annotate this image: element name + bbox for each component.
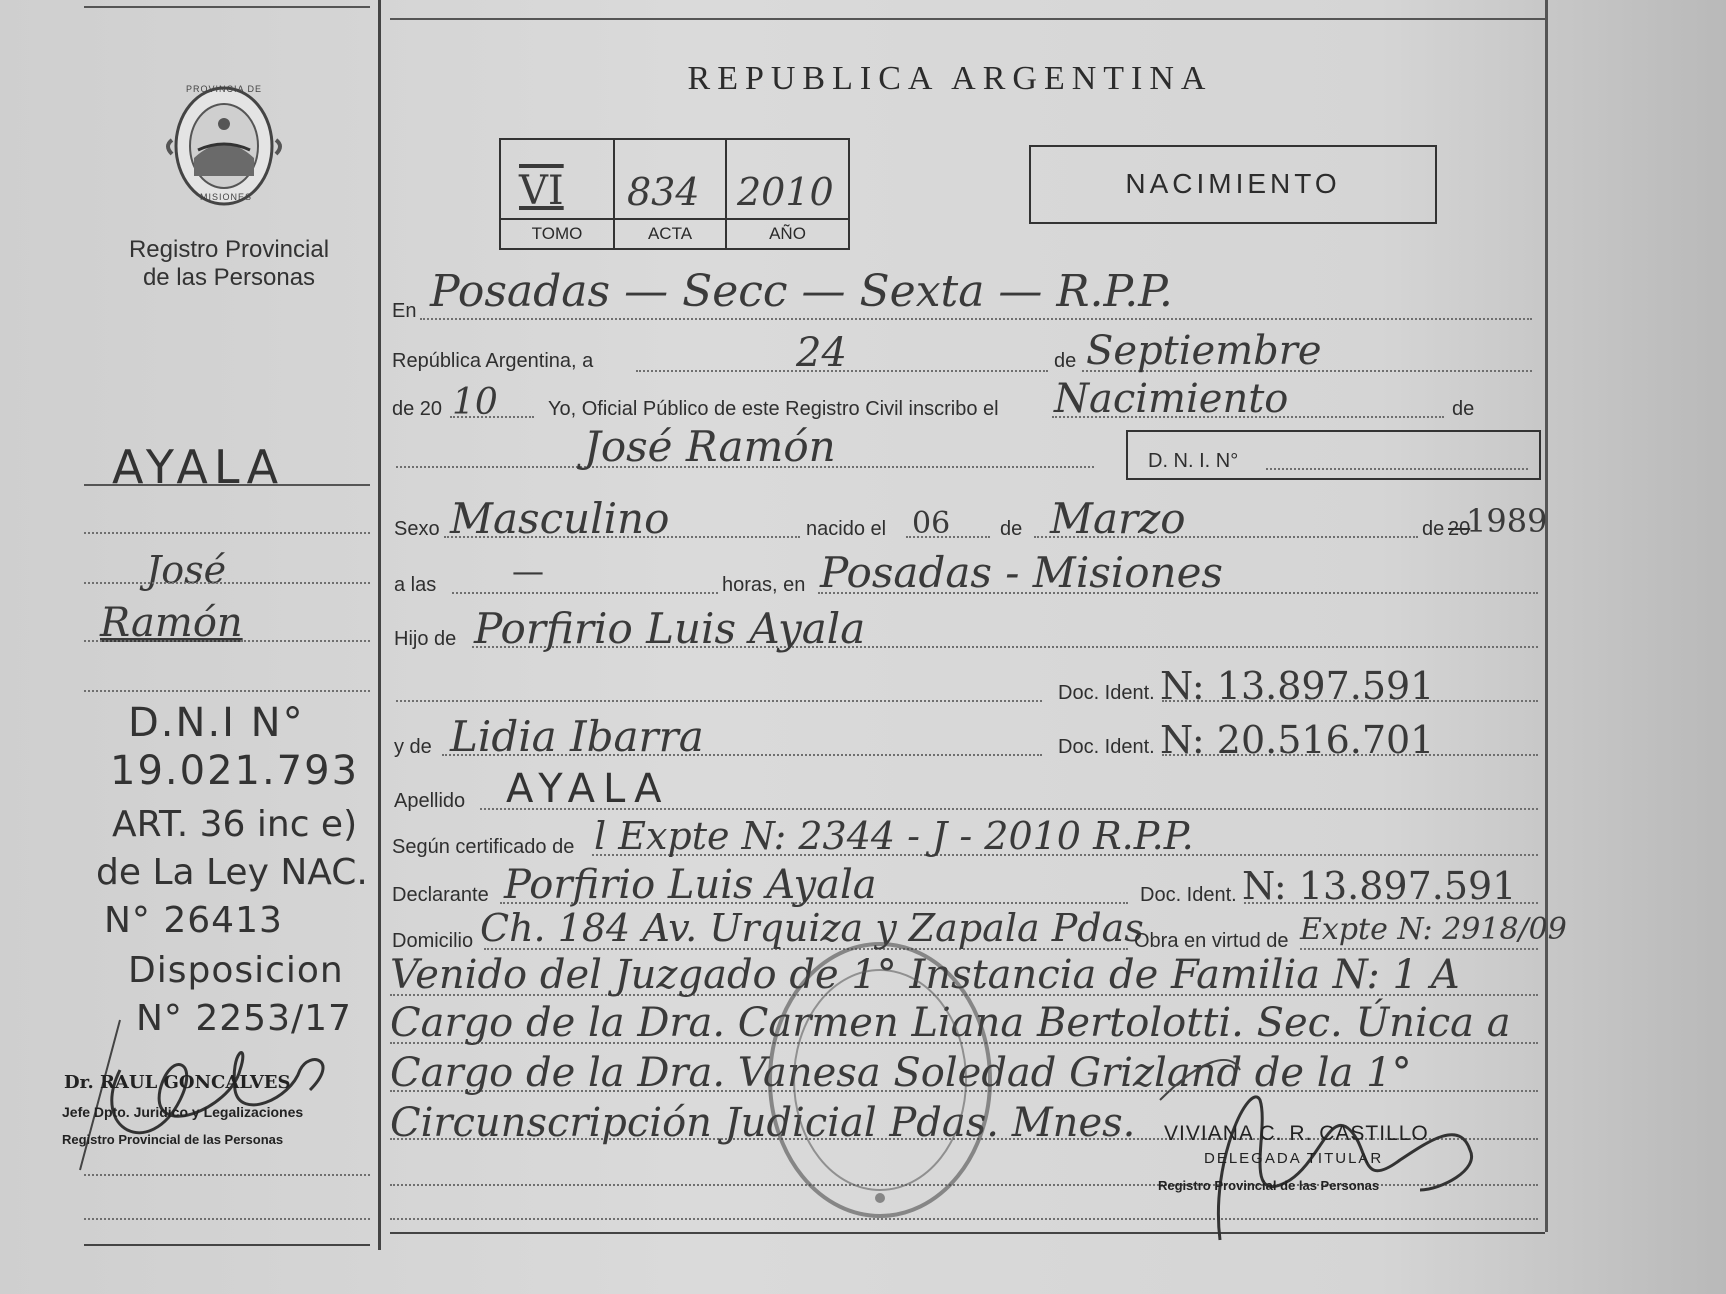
- certificate-value: l Expte N: 2344 - J - 2010 R.P.P.: [594, 814, 1194, 858]
- mother-value: Lidia Ibarra: [450, 712, 704, 761]
- de-label-3: de: [1000, 518, 1023, 540]
- right-border-line: [1545, 0, 1548, 1232]
- stub-note-line2: de La Ley NAC.: [96, 852, 368, 893]
- inscription-value: Nacimiento: [1054, 376, 1289, 422]
- inscribo-label: Yo, Oficial Público de este Registro Civil inscribo el: [548, 398, 999, 420]
- stub-dots: [84, 640, 370, 642]
- reference-box: [499, 138, 850, 250]
- stub-second-name: Ramón: [100, 600, 243, 646]
- stub-surname: AYALA: [112, 440, 285, 494]
- place-value: Posadas — Secc — Sexta — R.P.P.: [430, 266, 1173, 317]
- apellido-label: Apellido: [394, 790, 466, 812]
- obra-line: [1300, 948, 1538, 950]
- en-label: En: [392, 300, 417, 322]
- official-round-stamp: [760, 930, 1000, 1230]
- seal-bottom-text: MISIONES: [200, 192, 253, 202]
- hour-line: [452, 592, 718, 594]
- nacido-label: nacido el: [806, 518, 887, 540]
- delegate-org: Registro Provincial de las Personas: [1158, 1178, 1380, 1193]
- year-suffix-value: 10: [452, 382, 498, 423]
- stub-dots: [84, 582, 370, 584]
- acta-label: ACTA: [647, 224, 693, 243]
- registry-name-line2: de las Personas: [142, 264, 316, 291]
- father-doc-value: N: 13.897.591: [1160, 664, 1435, 708]
- stub-signature: [60, 1010, 380, 1180]
- bottom-rule-left: [84, 1244, 370, 1246]
- stub-note-line3: N° 26413: [104, 900, 283, 941]
- month-value: Septiembre: [1086, 328, 1322, 374]
- birth-month-value: Marzo: [1050, 494, 1186, 543]
- de-label-2: de: [1452, 398, 1475, 420]
- stub-dni-label: D.N.I N°: [128, 700, 305, 746]
- stub-dots: [84, 1218, 370, 1220]
- mother-doc-value: N: 20.516.701: [1160, 718, 1435, 762]
- stub-dots: [84, 690, 370, 692]
- stub-rule: [84, 484, 370, 486]
- father-doc-pre-line: [396, 700, 1042, 702]
- top-rule-right: [390, 18, 1545, 20]
- domicilio-label: Domicilio: [392, 930, 474, 952]
- surname-value: AYALA: [506, 766, 670, 812]
- stub-note-line1: ART. 36 inc e): [112, 804, 358, 845]
- birth-place-value: Posadas - Misiones: [820, 548, 1223, 597]
- note-line-3: Cargo de la Dra. Vanesa Soledad Grizland de la 1°: [390, 1050, 1412, 1096]
- birth-day-line: [906, 536, 990, 538]
- dni-box-label: D. N. I. N°: [1148, 450, 1239, 472]
- top-rule-left: [84, 6, 370, 8]
- stub-official-title: Jefe Dpto. Juridico y Legalizaciones: [62, 1104, 304, 1120]
- stub-official-name: Dr. RAUL GONCALVES: [64, 1072, 291, 1093]
- stub-note-line5: N° 2253/17: [136, 998, 352, 1039]
- anio-label: AÑO: [769, 224, 806, 243]
- birth-year-struck: 20: [1448, 518, 1471, 540]
- declarant-doc-value: N: 13.897.591: [1242, 864, 1517, 908]
- republica-label: República Argentina, a: [392, 350, 594, 372]
- anio-value: 2010: [737, 170, 834, 214]
- horas-en-label: horas, en: [722, 574, 806, 596]
- record-type-label: NACIMIENTO: [1125, 168, 1341, 199]
- a-las-label: a las: [394, 574, 437, 596]
- stub-dots: [84, 532, 370, 534]
- note-line-1: Venido del Juzgado de 1° Instancia de Familia N: 1 A: [390, 952, 1460, 998]
- y-de-label: y de: [394, 736, 432, 758]
- sex-value: Masculino: [450, 494, 670, 543]
- doc-ident-label-2: Doc. Ident.: [1058, 736, 1155, 758]
- sexo-label: Sexo: [394, 518, 440, 540]
- dni-box-line: [1266, 468, 1528, 470]
- given-names-value: José Ramón: [584, 422, 836, 471]
- doc-ident-label-3: Doc. Ident.: [1140, 884, 1237, 906]
- tomo-value: VI: [519, 168, 564, 214]
- seal-top-text: PROVINCIA DE: [186, 84, 263, 94]
- place-line: [420, 318, 1532, 320]
- year-prefix-label: de 20: [392, 398, 443, 420]
- tomo-label: TOMO: [531, 224, 583, 243]
- delegate-title: DELEGADA TITULAR: [1204, 1150, 1384, 1167]
- note-line-2: Cargo de la Dra. Carmen Liana Bertolotti. Sec. Única a: [390, 1000, 1511, 1046]
- hijo-de-label: Hijo de: [394, 628, 457, 650]
- stub-official-org: Registro Provincial de las Personas: [62, 1132, 284, 1147]
- address-value: Ch. 184 Av. Urquiza y Zapala Pdas: [480, 906, 1144, 950]
- de-label: de: [1054, 350, 1077, 372]
- segun-label: Según certificado de: [392, 836, 575, 858]
- obra-label: Obra en virtud de: [1134, 930, 1289, 952]
- day-value: 24: [796, 330, 847, 376]
- father-value: Porfirio Luis Ayala: [474, 604, 866, 653]
- birth-year-value: 1989: [1466, 502, 1548, 540]
- birth-hour-value: —: [512, 552, 544, 590]
- stub-dni-number: 19.021.793: [110, 748, 360, 794]
- note-line-4: Circunscripción Judicial Pdas. Mnes.: [390, 1100, 1136, 1146]
- declarante-label: Declarante: [392, 884, 489, 906]
- birth-day-value: 06: [912, 506, 951, 541]
- registry-name-line1: Registro Provincial: [128, 236, 330, 263]
- acta-value: 834: [627, 170, 700, 214]
- de-year-label: de: [1422, 518, 1445, 540]
- stub-note-line4: Disposicion: [128, 950, 344, 991]
- delegate-name: VIVIANA C. R. CASTILLO: [1164, 1122, 1429, 1145]
- year-line: [450, 416, 534, 418]
- declarant-value: Porfirio Luis Ayala: [504, 862, 877, 908]
- country-title: REPUBLICA ARGENTINA: [687, 60, 1213, 97]
- reference-label-rule: [501, 218, 848, 220]
- obra-value: Expte N: 2918/09: [1300, 912, 1567, 947]
- doc-ident-label-1: Doc. Ident.: [1058, 682, 1155, 704]
- stub-first-name: José: [146, 548, 227, 592]
